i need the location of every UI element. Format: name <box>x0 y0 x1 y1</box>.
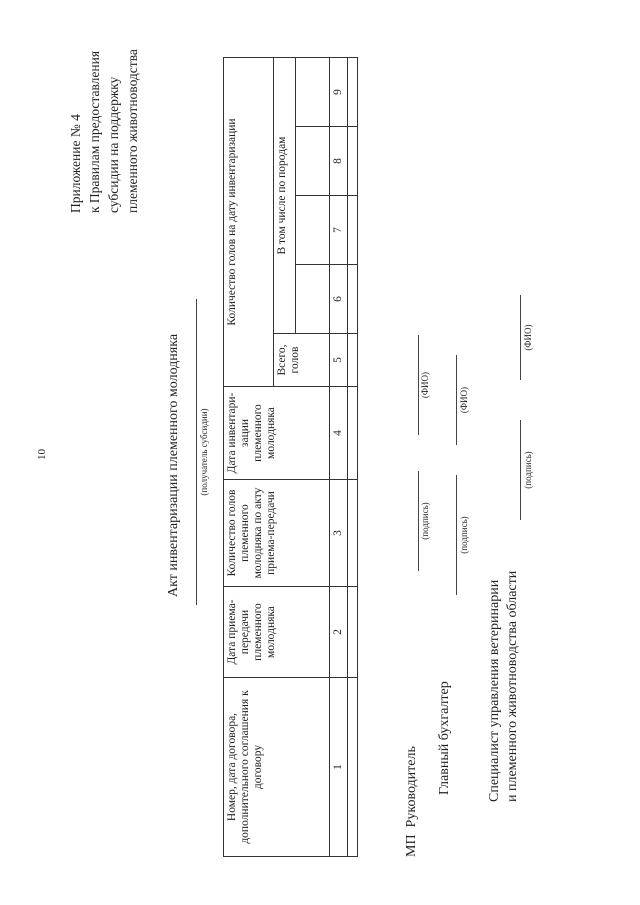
column-number: 7 <box>330 196 348 265</box>
specialist-name-line <box>520 295 521 380</box>
table-cell <box>348 587 358 678</box>
name-caption: (ФИО) <box>459 386 469 414</box>
specialist-signature-line <box>520 420 521 520</box>
appendix-line: Приложение № 4 <box>68 114 83 213</box>
column-number: 6 <box>330 265 348 334</box>
inventory-table <box>223 57 358 857</box>
header-heads-on-date: Количество голов на дату инвентаризации <box>224 58 274 387</box>
signature-caption: (подпись) <box>459 516 469 554</box>
recipient-caption: (получатель субсидии) <box>199 408 209 496</box>
header-transfer-date: Дата приема-передачи племенного молодняка <box>224 587 330 678</box>
table-cell <box>348 196 358 265</box>
column-number: 8 <box>330 127 348 196</box>
mp-head-signature <box>404 746 420 857</box>
header-heads-by-act: Количество голов племенного молодняка по акту приема-передачи <box>224 480 330 587</box>
chief-accountant-label: Главный бухгалтер <box>437 681 452 795</box>
table-header-row <box>224 58 274 857</box>
recipient-blank-line <box>196 299 197 605</box>
name-caption: (ФИО) <box>420 371 430 399</box>
table-cell <box>348 127 358 196</box>
column-number: 5 <box>330 334 348 387</box>
table-cell <box>348 387 358 480</box>
table-cell <box>348 334 358 387</box>
signature-caption: (подпись) <box>420 502 430 540</box>
accountant-signature-line <box>456 475 457 595</box>
breed-cell <box>296 58 330 127</box>
header-contract: Номер, дата договора, дополнительного соглашения к договору <box>224 678 330 857</box>
breed-cell <box>296 196 330 265</box>
head-label: Руководитель <box>404 746 419 828</box>
column-number: 1 <box>330 678 348 857</box>
appendix-line: к Правилам предоставления <box>87 50 102 213</box>
column-number: 4 <box>330 387 348 480</box>
breed-cell <box>296 127 330 196</box>
breed-cell <box>296 265 330 334</box>
column-number: 2 <box>330 587 348 678</box>
table-cell <box>348 58 358 127</box>
column-number: 9 <box>330 58 348 127</box>
head-signature-line <box>418 471 419 571</box>
appendix-line: племенного животноводства <box>125 49 140 213</box>
mp-label: МП <box>404 834 419 857</box>
document-title: Акт инвентаризации племенного молодняка <box>166 333 181 597</box>
specialist-label-line1: Специалист управления ветеринарии <box>487 579 502 802</box>
header-by-breeds: В том числе по породам <box>274 58 296 334</box>
header-inventory-date: Дата инвентари-зации племенного молодняка <box>224 387 330 480</box>
appendix-header <box>66 3 142 213</box>
appendix-line: субсидии на поддержку <box>106 76 121 213</box>
page-number: 10 <box>36 449 48 460</box>
table-cell <box>348 480 358 587</box>
specialist-label-line2: и племенного животноводства области <box>505 570 520 802</box>
signature-caption: (подпись) <box>523 451 533 489</box>
accountant-name-line <box>456 355 457 445</box>
table-cell <box>348 678 358 857</box>
column-number: 3 <box>330 480 348 587</box>
table-cell <box>348 265 358 334</box>
column-number-row <box>330 58 348 857</box>
header-total: Всего, голов <box>274 334 330 387</box>
head-name-line <box>418 335 419 435</box>
table-row <box>348 58 358 857</box>
name-caption: (ФИО) <box>523 324 533 351</box>
